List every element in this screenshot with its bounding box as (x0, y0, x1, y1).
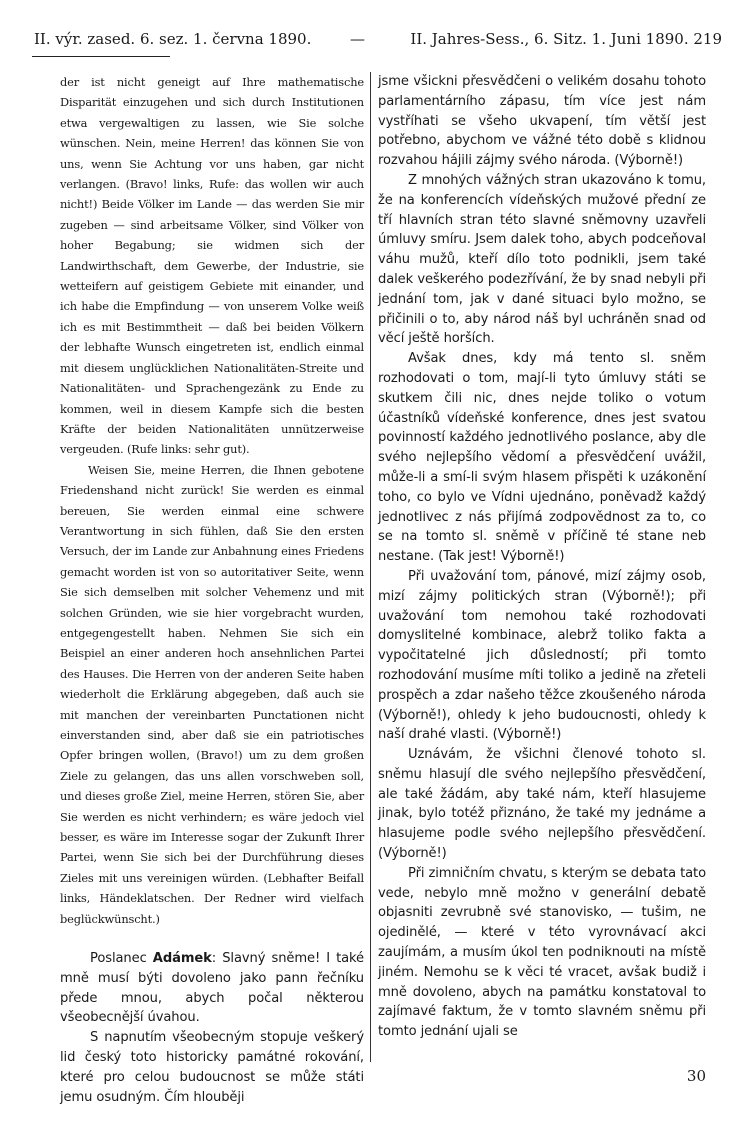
header-separator: — (350, 30, 365, 48)
header-german: II. Jahres-Sess., 6. Sitz. 1. Juni 1890. 219 (410, 30, 722, 48)
speaker-intro (60, 949, 364, 1107)
column-divider (370, 72, 371, 1062)
right-paragraph-2: Z mnohých vážných stran ukazováno k tomu, že na konferencích vídeňských mužové přední ze tří hlavních stran této slavné sněmovny uzavřeli úmluvy smíru. Jsem dalek toho, abych podceňoval váhu mužů, kteří dílo toto podnikli, jsem také dalek veškerého podezřívání, že by snad nebyli při jednání tom, jak v dané situaci bylo možno, se přičinili o to, aby národ náš byl uchráněn snad od věcí ještě horších. (378, 172, 706, 347)
german-paragraph-2: Weisen Sie, meine Herren, die Ihnen gebotene Friedenshand nicht zurück! Sie werden es einmal bereuen, Sie werden einmal eine schwere Verantwortung in sich fühlen, daß Sie den ersten Versuch, der im Lande zur Anbahnung eines Friedens gemacht worden ist von so autoritativer Seite, wenn Sie sich demselben mit solcher Vehemenz und mit solchen Gründen, wie sie hier vorgebracht wurden, entgegengestellt haben. Nehmen Sie sich ein Beispiel an einer anderen hoch ansehnlichen Partei des Hauses. Die Herren von der anderen Seite haben wiederholt die Erklärung abgegeben, daß auch sie mit manchen der vereinbarten Punctationen nicht einverstanden sind, aber daß sie ein patriotisches Opfer bringen wollen, (Bravo!) um zu dem großen Ziele zu gelangen, das uns allen vorschweben soll, und dieses große Ziel, meine Herren, stören Sie, aber Sie werden es nicht verhindern; es wäre jedoch viel besser, es wäre im Interesse sogar der Zukunft Ihrer Partei, wenn Sie sich bei der Durchführung dieses Zieles mit uns vereinigen würden. (Lebhafter Beifall links, Händeklatschen. Der Redner wird vielfach beglückwünscht.) (60, 462, 364, 926)
header-rule (32, 56, 170, 57)
speaker-prefix: Poslanec (90, 951, 147, 967)
czech-paragraph-left: S napnutím všeobecným stopuje veškerý lid český toto historicky památné rokování, které pro celou budoucnost se může státi jemu osudným. Čím hlouběji (60, 1030, 364, 1105)
german-paragraph-1: der ist nicht geneigt auf Ihre mathematische Disparität einzugehen und sich durch Institutionen etwa vergewaltigen zu lassen, wie Sie solche wünschen. Nein, meine Herren! das können Sie von uns, wenn Sie Achtung vor uns haben, gar nicht verlangen. (Bravo! links, Rufe: das wollen wir auch nicht!) Beide Völker im Lande — das werden Sie mir zugeben — sind arbeitsame Völker, sind Völker von hoher Begabung; sie widmen sich der Landwirthschaft, dem Gewerbe, der Industrie, sie wetteifern auf geistigem Gebiete mit einander, und ich habe die Empfindung — von unserem Volke weiß ich es mit Bestimmtheit — daß bei beiden Völkern der lebhafte Wunsch eingetreten ist, endlich einmal mit diesem unglücklichen Nationalitäten-Streite und Nationalitäten- und Sprachengezänk zu Ende zu kommen, weil in diesem Kampfe sich die besten Kräfte der beiden Nationalitäten unnützerweise vergeuden. (Rufe links: sehr gut). (60, 75, 364, 457)
right-paragraph-1: jsme všickni přesvědčeni o velikém dosahu tohoto parlamentárního zápasu, tím více jest nám vystříhati se všeho ukvapení, tím větší jest potřebno, abychom ve vážné této době s klidnou rozvahou hájili zájmy svého národa. (Výborně!) (378, 74, 706, 169)
right-paragraph-5: Uznávám, že všichni členové tohoto sl. sněmu hlasují dle svého nejlepšího přesvědčení, ale také žádám, aby také nám, kteří hlasujeme jinak, bylo totéž přiznáno, že také my jednáme a hlasujeme podle svého nejlepšího přesvědčení. (Výborně!) (378, 747, 706, 862)
speaker-paragraph (60, 949, 364, 1028)
right-paragraph-4: Při uvažování tom, pánové, mizí zájmy osob, mizí zájmy politických stran (Výborně!); při uvažování tom nemohou také rozhodovati domyslitelné kombinace, alebrž toliko fakta a vypočitatelné jich důsledností; při tomto rozhodování musíme míti toliko a jedině na zřeteli prospěch a zdar našeho těžce zkoušeného národa (Výborně!), ohledy k jeho budoucnosti, ohledy k naší drahé vlasti. (Výborně!) (378, 568, 706, 743)
speaker-text: : Slavný sněme! I také mně musí býti dovoleno jako pann řečníku přede mnou, abych počal některou všeobecnější úvahou. (60, 951, 364, 1026)
left-column (60, 72, 364, 1107)
running-header (32, 30, 722, 56)
german-text (60, 72, 364, 929)
speaker-name: Adámek (152, 951, 212, 967)
right-paragraph-6: Při zimničním chvatu, s kterým se debata tato vede, nebylo mně možno v generální debatě objasniti zevrubně své stanovisko, — tušim, ne ojedinělé, — které v této vyrovnávací akci zaujímám, a musím úkol ten podniknouti na místě jiném. Nemohu se k věci té vracet, avšak budiž i mně dovoleno, abych na památku konstatoval to zajímavé faktum, že v tomto slavném sněmu při tomto jednání ujali se (378, 865, 706, 1040)
signature-mark: 30 (686, 1067, 706, 1085)
right-paragraph-3: Avšak dnes, kdy má tento sl. sněm rozhodovati o tom, mají-li tyto úmluvy státi se skutkem čili nic, dnes nejde toliko o votum účastníků vídeňské konference, dnes jest svatou povinností každého jednotlivého poslance, aby dle svého nejlepšího vědomí a přesvědčení uvážil, může-li a smí-li svým hlasem přispěti k uzákonění toho, co bylo ve Vídni ujednáno, poněvadž každý jednotlivec z nás přijímá zodpovědnost za to, co se na tomto sl. sněmě v příčině té stane neb nestane. (Tak jest! Výborně!) (378, 351, 706, 565)
right-column (378, 72, 706, 1042)
header-czech: II. výr. zased. 6. sez. 1. června 1890. (34, 30, 312, 48)
